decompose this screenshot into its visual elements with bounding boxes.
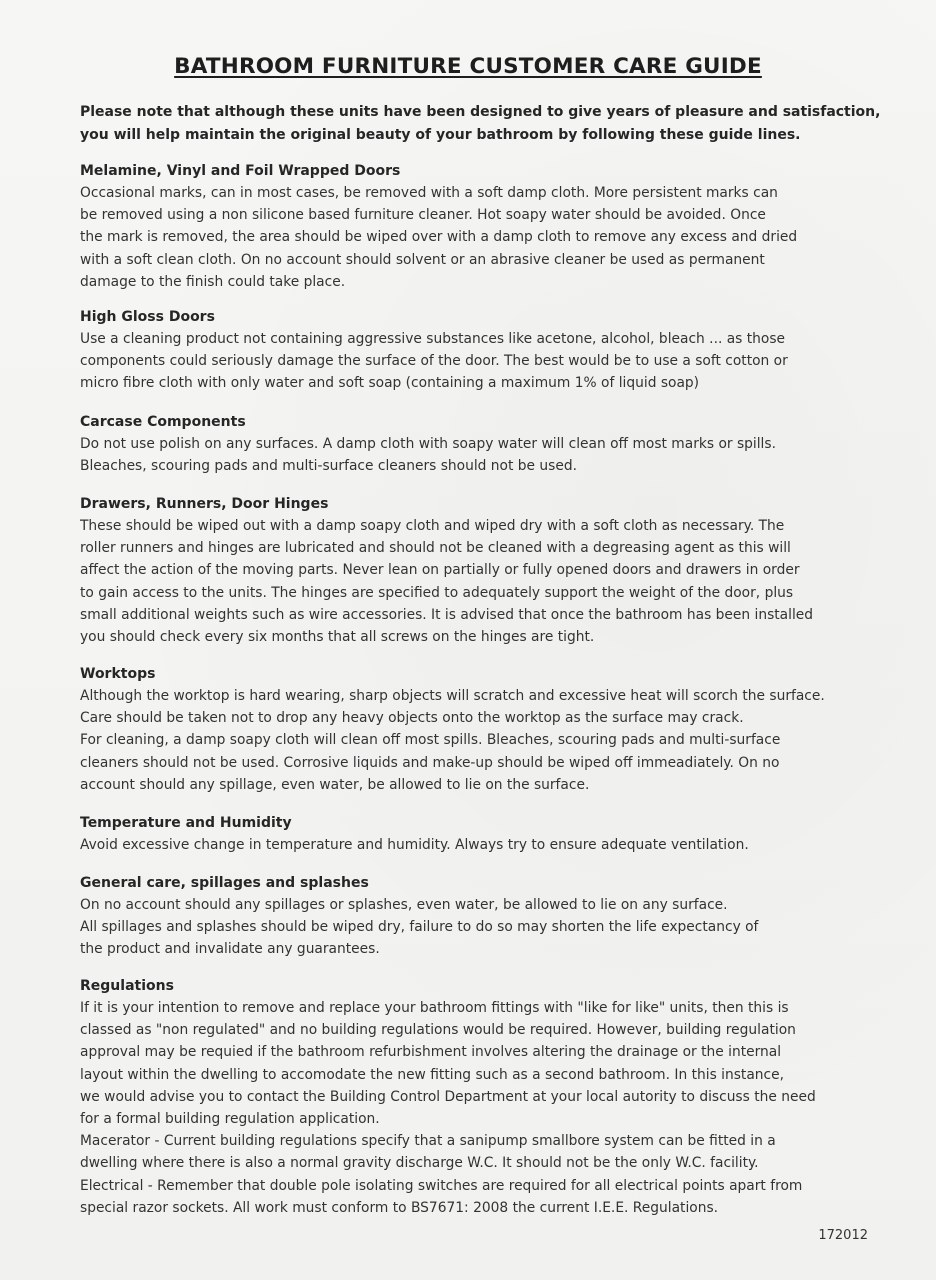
body-line: for a formal building regulation application. [80,1111,380,1128]
section-heading: Carcase Components [80,414,246,430]
body-line: Avoid excessive change in temperature and humidity. Always try to ensure adequate ventilation. [80,837,749,853]
section-heading: High Gloss Doors [80,309,215,325]
section-heading: Melamine, Vinyl and Foil Wrapped Doors [80,163,401,179]
body-line: account should any spillage, even water, be allowed to lie on the surface. [80,776,590,793]
document-reference-number: 172012 [818,1228,868,1243]
body-line: approval may be requied if the bathroom refurbishment involves altering the drainage or the internal [80,1044,782,1061]
body-line: affect the action of the moving parts. Never lean on partially or fully opened doors and drawers in order [80,562,800,579]
body-line: Do not use polish on any surfaces. A damp cloth with soapy water will clean off most marks or spills. [80,436,776,452]
body-line: we would advise you to contact the Building Control Department at your local autority to discuss the need [80,1088,816,1105]
section-heading: Temperature and Humidity [80,815,292,831]
section-heading: Worktops [80,666,156,682]
section-body [80,433,880,477]
body-line: Use a cleaning product not containing aggressive substances like acetone, alcohol, bleach ... as those [80,331,786,347]
section-body [80,834,880,856]
body-line: Occasional marks, can in most cases, be removed with a soft damp cloth. More persistent marks can [80,185,778,201]
section-carcase-components [80,411,880,477]
body-line: you should check every six months that all screws on the hinges are tight. [80,629,595,646]
body-line: All spillages and splashes should be wiped dry, failure to do so may shorten the life expectancy of [80,919,759,936]
section-melamine-doors [80,160,880,293]
body-line: micro fibre cloth with only water and soft soap (containing a maximum 1% of liquid soap) [80,375,700,392]
section-heading: General care, spillages and splashes [80,875,369,891]
section-body [80,328,880,395]
body-line: If it is your intention to remove and replace your bathroom fittings with "like for like" units, then this is [80,1000,789,1016]
body-line: Although the worktop is hard wearing, sharp objects will scratch and excessive heat will scorch the surface. [80,688,825,704]
body-line: cleaners should not be used. Corrosive liquids and make-up should be wiped off immeadiately. On no [80,754,780,771]
section-heading: Drawers, Runners, Door Hinges [80,496,329,512]
body-line: On no account should any spillages or splashes, even water, be allowed to lie on any surface. [80,897,728,913]
section-body [80,685,880,796]
section-body [80,182,880,293]
body-line: Care should be taken not to drop any heavy objects onto the worktop as the surface may crack. [80,710,744,727]
body-line: These should be wiped out with a damp soapy cloth and wiped dry with a soft cloth as necessary. The [80,518,785,534]
section-worktops [80,663,880,796]
intro-paragraph [80,101,881,147]
body-line: dwelling where there is also a normal gravity discharge W.C. It should not be the only W.C. facility. [80,1155,759,1172]
section-body [80,997,880,1219]
body-line: For cleaning, a damp soapy cloth will clean off most spills. Bleaches, scouring pads and multi-surface [80,732,781,749]
body-line: special razor sockets. All work must conform to BS7671: 2008 the current I.E.E. Regulations. [80,1199,719,1216]
document-title: BATHROOM FURNITURE CUSTOMER CARE GUIDE [174,54,762,79]
section-heading: Regulations [80,978,174,994]
body-line: Electrical - Remember that double pole isolating switches are required for all electrical points apart from [80,1177,803,1194]
section-high-gloss-doors [80,306,880,395]
body-line: classed as "non regulated" and no building regulations would be required. However, building regulation [80,1022,796,1039]
body-line: to gain access to the units. The hinges are specified to adequately support the weight of the door, plus [80,584,794,601]
body-line: small additional weights such as wire accessories. It is advised that once the bathroom has been installed [80,606,814,623]
body-line: roller runners and hinges are lubricated and should not be cleaned with a degreasing agent as this will [80,540,791,557]
intro-line: Please note that although these units have been designed to give years of pleasure and satisfaction, [80,104,881,120]
body-line: be removed using a non silicone based furniture cleaner. Hot soapy water should be avoided. Once [80,207,766,224]
body-line: the mark is removed, the area should be wiped over with a damp cloth to remove any excess and dried [80,229,798,246]
section-general-care [80,872,880,961]
body-line: layout within the dwelling to accomodate the new fitting such as a second bathroom. In this instance, [80,1066,784,1083]
section-body [80,894,880,961]
section-regulations [80,975,880,1219]
section-drawers-runners-hinges [80,493,880,648]
body-line: damage to the finish could take place. [80,273,346,290]
section-body [80,515,880,648]
section-temperature-humidity [80,812,880,856]
body-line: components could seriously damage the surface of the door. The best would be to use a soft cotton or [80,353,788,370]
intro-line: you will help maintain the original beauty of your bathroom by following these guide lines. [80,127,801,143]
body-line: Macerator - Current building regulations specify that a sanipump smallbore system can be fitted in a [80,1133,776,1150]
body-line: Bleaches, scouring pads and multi-surface cleaners should not be used. [80,458,577,475]
body-line: with a soft clean cloth. On no account should solvent or an abrasive cleaner be used as permanent [80,251,765,268]
body-line: the product and invalidate any guarantees. [80,941,380,958]
